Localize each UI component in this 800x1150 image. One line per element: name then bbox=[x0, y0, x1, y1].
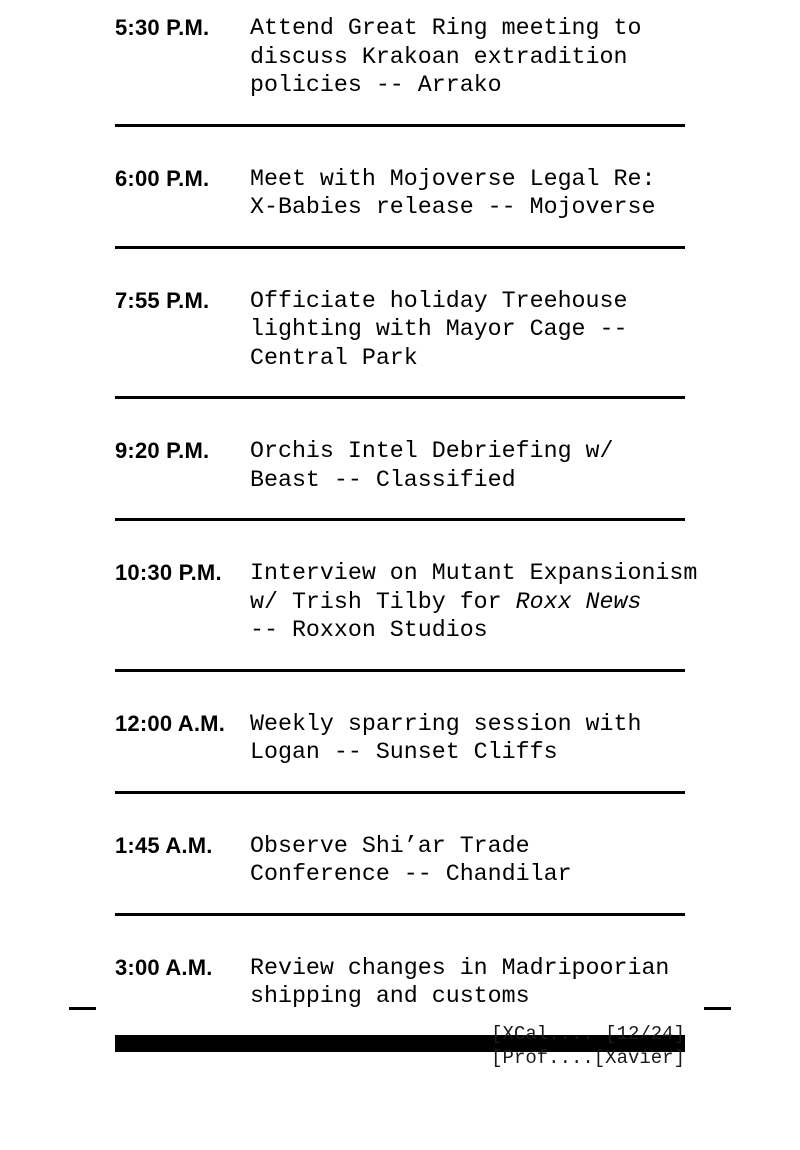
entry-time: 12:00 A.M. bbox=[115, 710, 226, 736]
entry-time: 1:45 A.M. bbox=[115, 832, 213, 858]
divider bbox=[115, 669, 685, 672]
publication-title: Roxx News bbox=[515, 588, 642, 615]
entry-time: 6:00 P.M. bbox=[115, 165, 210, 191]
entry-line: shipping and customs bbox=[250, 983, 530, 1009]
entry-time: 7:55 P.M. bbox=[115, 287, 210, 313]
divider bbox=[115, 518, 685, 521]
divider bbox=[115, 396, 685, 399]
footer-tag bbox=[491, 1022, 685, 1070]
entry-line: Beast -- Classified bbox=[250, 466, 516, 493]
entry-time: 10:30 P.M. bbox=[115, 560, 222, 585]
crop-mark-right bbox=[704, 1007, 731, 1010]
schedule-list bbox=[115, 0, 698, 1052]
entry-line: X-Babies release -- Mojoverse bbox=[250, 194, 656, 220]
schedule-entry bbox=[115, 151, 685, 246]
divider bbox=[115, 913, 685, 916]
entry-line: discuss Krakoan extradition bbox=[250, 43, 628, 70]
entry-description bbox=[250, 940, 685, 1035]
divider bbox=[115, 124, 685, 127]
crop-mark-left bbox=[69, 1007, 96, 1010]
entry-line: -- Roxxon Studios bbox=[250, 617, 488, 643]
divider bbox=[115, 246, 685, 249]
schedule-entry bbox=[115, 696, 685, 791]
schedule-entry bbox=[115, 818, 685, 913]
entry-description bbox=[250, 696, 685, 791]
entry-line-text: w/ Trish Tilby for bbox=[250, 588, 516, 615]
entry-description bbox=[250, 273, 685, 397]
entry-line: Central Park bbox=[250, 344, 418, 371]
schedule-entry bbox=[115, 545, 698, 669]
entry-line: policies -- Arrako bbox=[250, 72, 502, 98]
entry-description bbox=[250, 0, 685, 124]
entry-line: Conference -- Chandilar bbox=[250, 861, 572, 887]
entry-description bbox=[250, 423, 685, 518]
entry-time: 5:30 P.M. bbox=[115, 15, 210, 40]
entry-line: Orchis Intel Debriefing w/ bbox=[250, 438, 614, 464]
entry-line: Weekly sparring session with bbox=[250, 710, 642, 737]
entry-line: Attend Great Ring meeting to bbox=[250, 15, 642, 41]
entry-line: Review changes in Madripoorian bbox=[250, 954, 670, 981]
entry-line: Officiate holiday Treehouse bbox=[250, 287, 628, 314]
divider bbox=[115, 791, 685, 794]
entry-time: 3:00 A.M. bbox=[115, 954, 213, 980]
schedule-entry bbox=[115, 940, 685, 1035]
entry-time: 9:20 P.M. bbox=[115, 438, 210, 463]
entry-line bbox=[250, 588, 685, 617]
entry-line: Observe Shi’ar Trade bbox=[250, 832, 530, 859]
entry-line: Interview on Mutant Expansionism bbox=[250, 560, 698, 586]
schedule-entry bbox=[115, 0, 685, 124]
entry-description bbox=[250, 545, 698, 669]
entry-description bbox=[250, 151, 685, 246]
footer-line: [Prof....[Xavier] bbox=[491, 1047, 685, 1069]
entry-line: Logan -- Sunset Cliffs bbox=[250, 739, 558, 765]
footer-line: [XCal.... [12/24] bbox=[491, 1023, 685, 1045]
entry-description bbox=[250, 818, 685, 913]
entry-line: Meet with Mojoverse Legal Re: bbox=[250, 165, 656, 192]
schedule-entry bbox=[115, 273, 685, 397]
entry-line: lighting with Mayor Cage -- bbox=[250, 316, 628, 342]
schedule-entry bbox=[115, 423, 685, 518]
